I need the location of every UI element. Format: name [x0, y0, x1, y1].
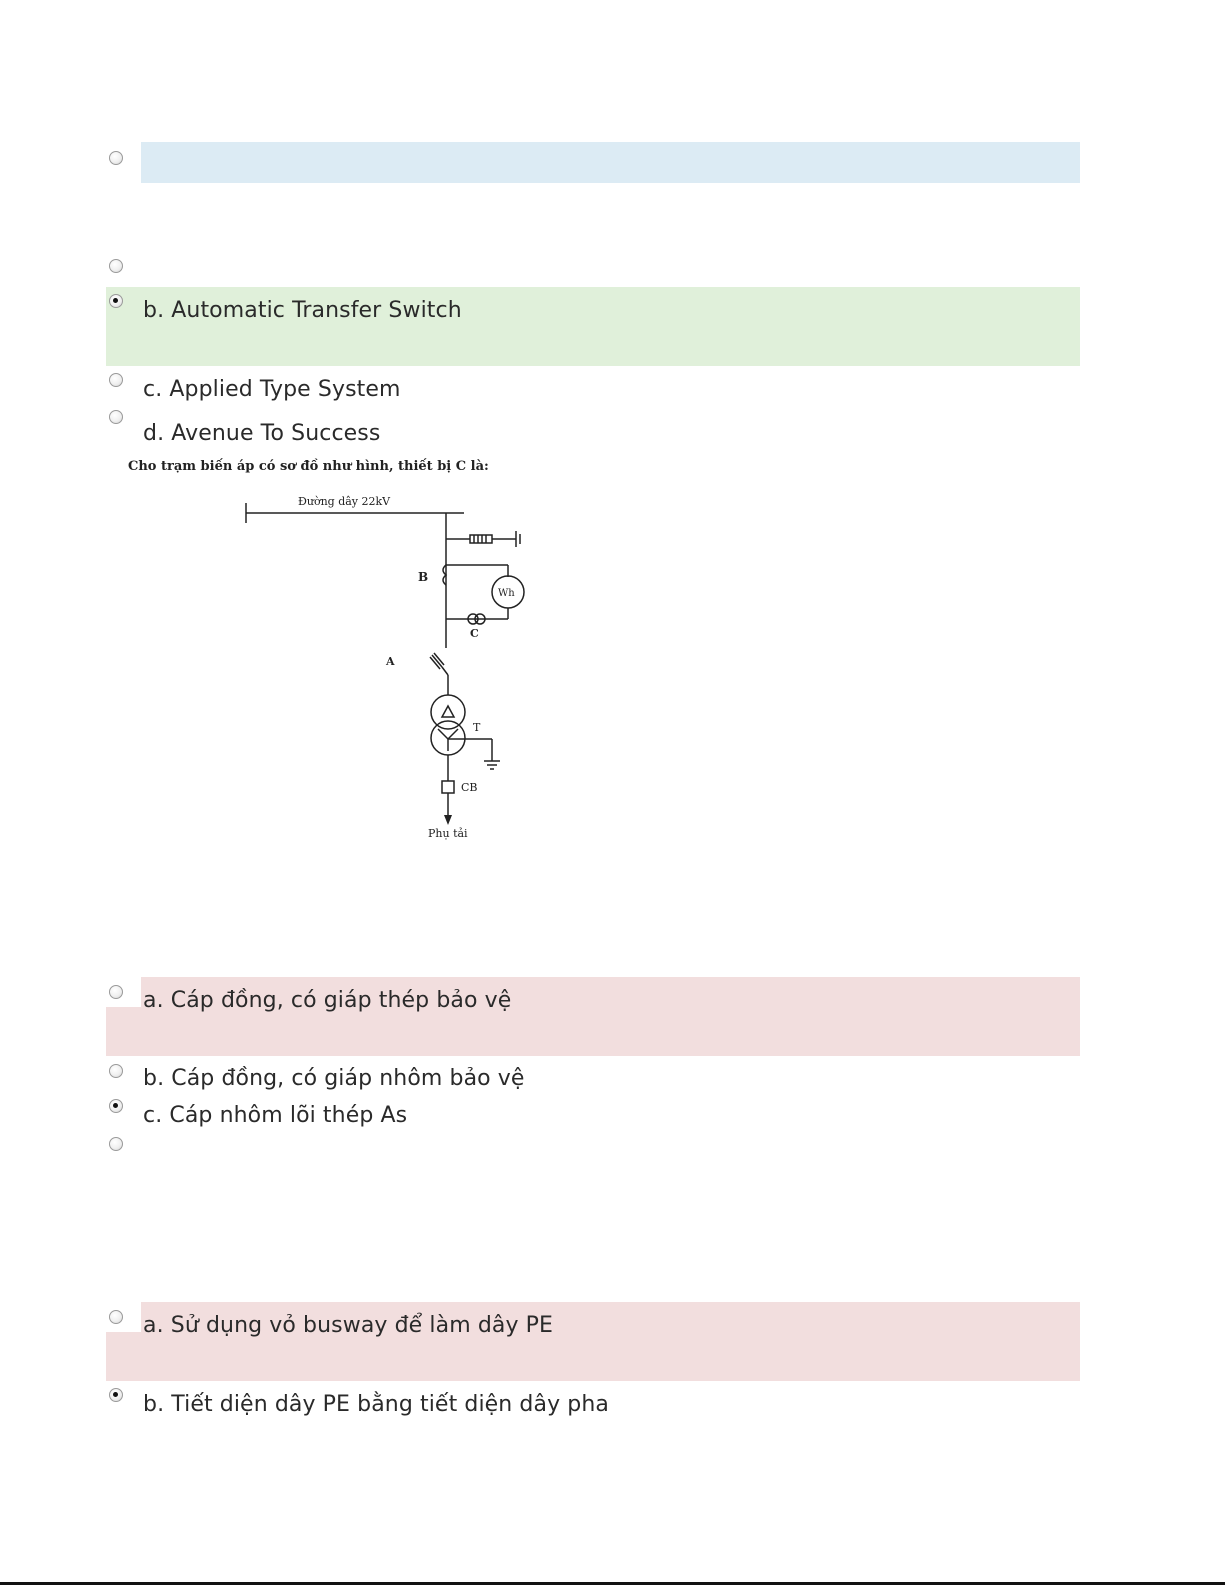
q4-option-a-radio[interactable] — [109, 1310, 123, 1324]
device-a-label: A — [386, 655, 395, 668]
q3-option-b-radio[interactable] — [109, 1064, 123, 1078]
q3-option-d-radio[interactable] — [109, 1137, 123, 1151]
q4-option-b-radio[interactable] — [109, 1388, 123, 1402]
q4-option-a-label: a. Sử dụng vỏ busway để làm dây PE — [143, 1313, 554, 1338]
q3-option-c-label: c. Cáp nhôm lõi thép As — [143, 1103, 408, 1128]
q3-option-b-label: b. Cáp đồng, có giáp nhôm bảo vệ — [143, 1066, 525, 1091]
q2-option-c-radio[interactable] — [109, 373, 123, 387]
answer-highlight-red-lower — [106, 1007, 141, 1056]
q2-option-b-label: b. Automatic Transfer Switch — [143, 298, 462, 323]
device-b-label: B — [418, 570, 429, 584]
transformer-label: T — [473, 721, 481, 734]
q2-option-d-radio[interactable] — [109, 410, 123, 424]
line-22kv-label: Đường dây 22kV — [298, 495, 391, 508]
q3-option-a-radio[interactable] — [109, 985, 123, 999]
q3-option-c-radio[interactable] — [109, 1099, 123, 1113]
q1-option-a-radio[interactable] — [109, 151, 123, 165]
q2-option-a-radio[interactable] — [109, 259, 123, 273]
q2-option-d-label: d. Avenue To Success — [143, 421, 381, 446]
answer-highlight-red-q4-lower — [106, 1332, 141, 1381]
q3-option-a-label: a. Cáp đồng, có giáp thép bảo vệ — [143, 988, 512, 1013]
circuit-breaker-label: CB — [461, 781, 478, 794]
q2-option-b-radio[interactable] — [109, 294, 123, 308]
substation-diagram — [230, 485, 540, 845]
answer-highlight-blue — [141, 142, 1080, 183]
question-text: Cho trạm biến áp có sơ đồ như hình, thiết bị C là: — [128, 459, 489, 474]
device-c-label: C — [470, 627, 479, 640]
meter-label: Wh — [498, 588, 515, 599]
q4-option-b-label: b. Tiết diện dây PE bằng tiết diện dây pha — [143, 1392, 609, 1417]
load-label: Phụ tải — [428, 827, 468, 840]
q2-option-c-label: c. Applied Type System — [143, 377, 401, 402]
